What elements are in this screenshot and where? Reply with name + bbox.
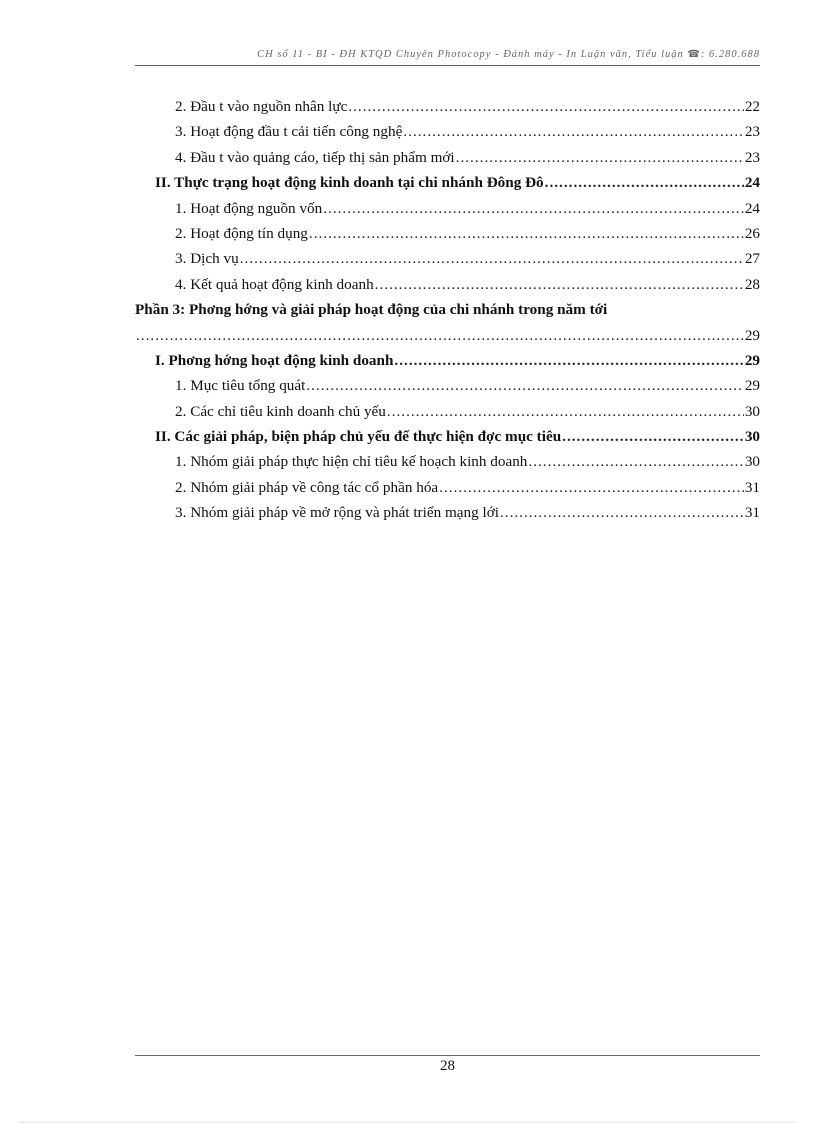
toc-entry[interactable] [135, 373, 760, 398]
phone-icon: ☎ [687, 49, 701, 60]
toc-section-entry[interactable] [135, 170, 760, 195]
toc-entry[interactable] [135, 449, 760, 474]
toc-entry-page: 29 [744, 326, 760, 344]
toc-entry-title: 3. Nhóm giải pháp về mở rộng và phát triển mạng lới [175, 504, 499, 522]
dot-leader [456, 145, 744, 170]
footer-rule [135, 1055, 760, 1056]
page-number: 28 [440, 1058, 455, 1074]
toc-part-entry[interactable] [135, 297, 760, 322]
dot-leader [500, 500, 744, 525]
toc-entry-page: 31 [744, 478, 760, 496]
toc-entry-title: 2. Đầu t vào nguồn nhân lực [175, 98, 348, 115]
dot-leader [240, 246, 744, 271]
toc-entry-title: 1. Hoạt động nguồn vốn [175, 199, 323, 217]
toc-entry[interactable] [135, 246, 760, 271]
toc-entry-title: Phần 3: Phơng hớng và giải pháp hoạt động của chi nhánh trong năm tới [135, 301, 608, 319]
dot-leader [387, 399, 744, 424]
toc-entry[interactable] [135, 500, 760, 525]
toc-entry-title: 2. Nhóm giải pháp về công tác cổ phần hóa [175, 478, 439, 496]
toc-entry-page: 30 [744, 428, 760, 446]
toc-entry-page: 23 [744, 148, 760, 166]
toc-entry-page: 27 [744, 250, 760, 268]
toc-section-entry[interactable] [135, 348, 760, 373]
dot-leader [348, 94, 744, 119]
toc-entry-page: 23 [744, 123, 760, 141]
toc-entry[interactable] [135, 196, 760, 221]
toc-entry-page: 26 [744, 224, 760, 242]
dot-leader [136, 323, 744, 348]
header-text: CH số 11 - BÌ - ĐH KTQD Chuyên Photocopy - Đánh máy - In Luận văn, Tiểu luận [257, 49, 684, 60]
toc-entry-page: 28 [744, 275, 760, 293]
toc-entry[interactable] [135, 119, 760, 144]
toc-entry-page: 22 [744, 98, 760, 115]
toc-entry-title: II. Các giải pháp, biện pháp chủ yếu để thực hiện đợc mục tiêu [155, 428, 562, 446]
running-header [135, 49, 760, 60]
toc-section-entry[interactable] [135, 424, 760, 449]
dot-leader [562, 424, 744, 449]
toc-entry[interactable] [135, 94, 760, 119]
toc-entry[interactable] [135, 399, 760, 424]
toc-part-entry-continuation [135, 323, 760, 348]
toc-entry-title: 1. Mục tiêu tổng quát [175, 377, 306, 395]
toc-entry-page: 24 [744, 199, 760, 217]
toc-entry-title: 1. Nhóm giải pháp thực hiện chỉ tiêu kế hoạch kinh doanh [175, 453, 528, 471]
toc-entry-page: 30 [744, 402, 760, 420]
toc-entry[interactable] [135, 475, 760, 500]
table-of-contents [135, 94, 760, 526]
toc-entry-title: 4. Kết quả hoạt động kinh doanh [175, 275, 374, 293]
toc-entry[interactable] [135, 221, 760, 246]
toc-entry-title: 2. Các chỉ tiêu kinh doanh chủ yếu [175, 402, 386, 420]
toc-entry-title: 4. Đầu t vào quảng cáo, tiếp thị sản phẩm mới [175, 148, 455, 166]
header-rule [135, 65, 760, 66]
dot-leader [306, 373, 743, 398]
toc-entry-page: 30 [744, 453, 760, 471]
dot-leader [394, 348, 743, 373]
dot-leader [375, 272, 744, 297]
dot-leader [309, 221, 744, 246]
toc-entry-title: II. Thực trạng hoạt động kinh doanh tại chi nhánh Đông Đô [155, 174, 544, 192]
dot-leader [545, 170, 744, 195]
toc-entry-title: 2. Hoạt động tín dụng [175, 224, 308, 242]
dot-leader [403, 119, 743, 144]
dot-leader [323, 196, 744, 221]
header-phone: : 6.280.688 [700, 49, 760, 60]
toc-entry[interactable] [135, 272, 760, 297]
toc-entry-page: 29 [744, 377, 760, 395]
toc-entry-title: 3. Dịch vụ [175, 250, 239, 268]
toc-entry-title: I. Phơng hớng hoạt động kinh doanh [155, 351, 394, 369]
toc-entry-page: 31 [744, 504, 760, 522]
toc-entry-page: 29 [744, 351, 760, 369]
toc-entry-page: 24 [744, 174, 760, 192]
toc-entry[interactable] [135, 145, 760, 170]
dot-leader [528, 449, 743, 474]
toc-entry-title: 3. Hoạt động đầu t cải tiến công nghệ [175, 123, 403, 141]
dot-leader [439, 475, 744, 500]
